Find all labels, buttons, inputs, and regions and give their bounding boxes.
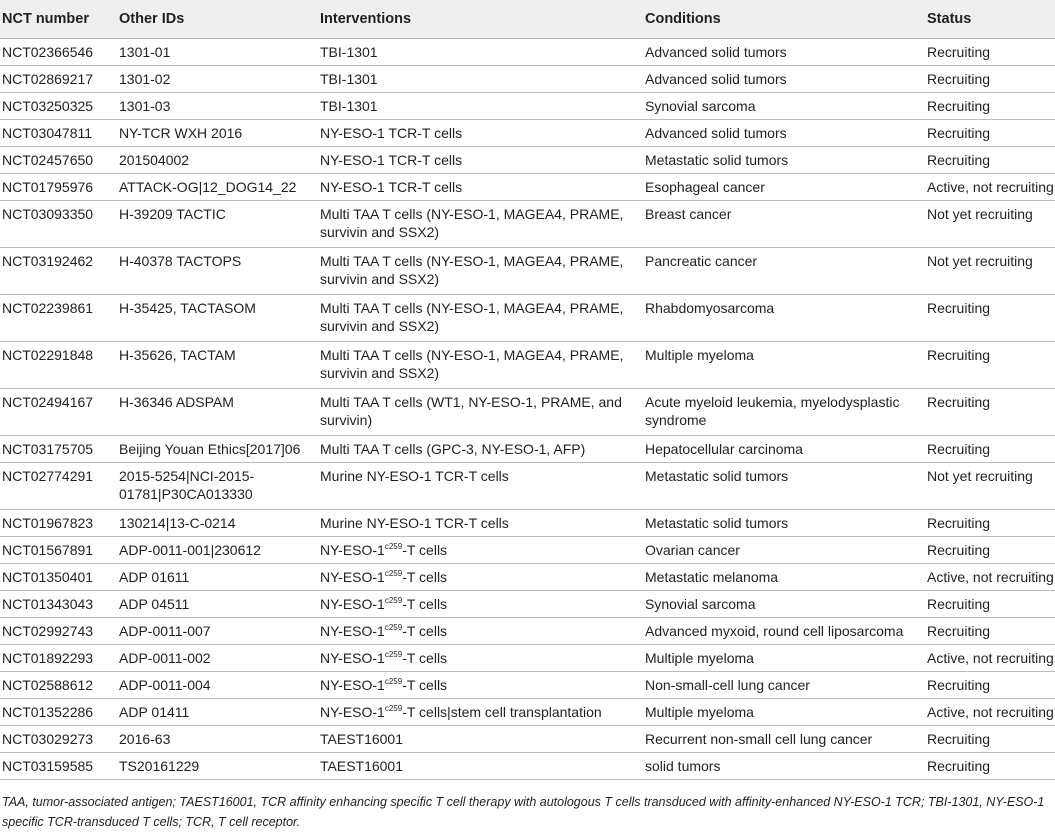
cell-interventions: Multi TAA T cells (NY-ESO-1, MAGEA4, PRAME, survivin and SSX2): [318, 248, 643, 295]
cell-interventions: TBI-1301: [318, 39, 643, 66]
intervention-name: NY-ESO-1: [320, 542, 385, 558]
intervention-suffix: -T cells: [402, 542, 448, 558]
intervention-name: NY-ESO-1: [320, 569, 385, 585]
cell-status: Recruiting: [925, 342, 1055, 389]
cell-other-ids: 130214|13-C-0214: [117, 510, 318, 537]
intervention-superscript: c259: [384, 596, 403, 605]
cell-nct-number: NCT01795976: [0, 174, 117, 201]
cell-status: Recruiting: [925, 726, 1055, 753]
cell-status: Not yet recruiting: [925, 463, 1055, 510]
cell-status: Recruiting: [925, 295, 1055, 342]
cell-nct-number: NCT03093350: [0, 201, 117, 248]
table-row: [0, 510, 1055, 537]
cell-interventions: TBI-1301: [318, 66, 643, 93]
cell-interventions: [318, 645, 643, 672]
intervention-superscript: c259: [384, 704, 403, 713]
cell-interventions: Multi TAA T cells (GPC-3, NY-ESO-1, AFP): [318, 436, 643, 463]
table-row: [0, 39, 1055, 66]
intervention-suffix: -T cells: [402, 677, 448, 693]
table-row: [0, 174, 1055, 201]
cell-other-ids: Beijing Youan Ethics[2017]06: [117, 436, 318, 463]
intervention-name: NY-ESO-1: [320, 623, 385, 639]
cell-status: Recruiting: [925, 510, 1055, 537]
table-row: [0, 618, 1055, 645]
cell-nct-number: NCT03047811: [0, 120, 117, 147]
cell-nct-number: NCT02494167: [0, 389, 117, 436]
cell-conditions: Metastatic solid tumors: [643, 510, 925, 537]
intervention-superscript: c259: [384, 677, 403, 686]
cell-nct-number: NCT02366546: [0, 39, 117, 66]
table-row: [0, 436, 1055, 463]
cell-other-ids: ADP 01611: [117, 564, 318, 591]
cell-status: Recruiting: [925, 66, 1055, 93]
cell-nct-number: NCT01967823: [0, 510, 117, 537]
cell-nct-number: NCT03192462: [0, 248, 117, 295]
cell-other-ids: ADP-0011-001|230612: [117, 537, 318, 564]
table-row: [0, 295, 1055, 342]
cell-status: Active, not recruiting: [925, 699, 1055, 726]
table-row: [0, 753, 1055, 780]
cell-nct-number: NCT03175705: [0, 436, 117, 463]
cell-status: Recruiting: [925, 147, 1055, 174]
cell-interventions: [318, 699, 643, 726]
intervention-name: NY-ESO-1: [320, 650, 385, 666]
cell-other-ids: NY-TCR WXH 2016: [117, 120, 318, 147]
intervention-superscript: c259: [384, 623, 403, 632]
cell-status: Recruiting: [925, 672, 1055, 699]
cell-status: Recruiting: [925, 39, 1055, 66]
cell-interventions: TAEST16001: [318, 726, 643, 753]
intervention-name: NY-ESO-1: [320, 677, 385, 693]
cell-nct-number: NCT02457650: [0, 147, 117, 174]
header-interventions: Interventions: [318, 0, 643, 39]
header-conditions: Conditions: [643, 0, 925, 39]
cell-interventions: [318, 672, 643, 699]
cell-status: Recruiting: [925, 93, 1055, 120]
cell-conditions: Advanced solid tumors: [643, 120, 925, 147]
cell-nct-number: NCT01352286: [0, 699, 117, 726]
cell-other-ids: 1301-03: [117, 93, 318, 120]
header-nct-number: NCT number: [0, 0, 117, 39]
intervention-superscript: c259: [384, 569, 403, 578]
cell-conditions: Recurrent non-small cell lung cancer: [643, 726, 925, 753]
intervention-suffix: -T cells|stem cell transplantation: [402, 704, 602, 720]
cell-conditions: Multiple myeloma: [643, 699, 925, 726]
cell-conditions: Ovarian cancer: [643, 537, 925, 564]
cell-conditions: solid tumors: [643, 753, 925, 780]
cell-other-ids: H-39209 TACTIC: [117, 201, 318, 248]
cell-nct-number: NCT03029273: [0, 726, 117, 753]
cell-nct-number: NCT01350401: [0, 564, 117, 591]
cell-nct-number: NCT03159585: [0, 753, 117, 780]
cell-status: Not yet recruiting: [925, 248, 1055, 295]
cell-conditions: Multiple myeloma: [643, 342, 925, 389]
cell-conditions: Hepatocellular carcinoma: [643, 436, 925, 463]
cell-nct-number: NCT03250325: [0, 93, 117, 120]
cell-other-ids: 1301-01: [117, 39, 318, 66]
header-status: Status: [925, 0, 1055, 39]
table-row: [0, 672, 1055, 699]
table-row: [0, 147, 1055, 174]
intervention-name: NY-ESO-1: [320, 704, 385, 720]
intervention-suffix: -T cells: [402, 569, 448, 585]
cell-status: Recruiting: [925, 389, 1055, 436]
cell-other-ids: ADP-0011-002: [117, 645, 318, 672]
cell-interventions: Multi TAA T cells (WT1, NY-ESO-1, PRAME, and survivin): [318, 389, 643, 436]
table-row: [0, 699, 1055, 726]
cell-nct-number: NCT02291848: [0, 342, 117, 389]
intervention-suffix: -T cells: [402, 596, 448, 612]
table-row: [0, 591, 1055, 618]
cell-status: Recruiting: [925, 436, 1055, 463]
cell-other-ids: 201504002: [117, 147, 318, 174]
cell-other-ids: 2016-63: [117, 726, 318, 753]
cell-conditions: Multiple myeloma: [643, 645, 925, 672]
cell-nct-number: NCT02239861: [0, 295, 117, 342]
cell-interventions: [318, 618, 643, 645]
table-row: [0, 66, 1055, 93]
cell-conditions: Esophageal cancer: [643, 174, 925, 201]
cell-interventions: Murine NY-ESO-1 TCR-T cells: [318, 510, 643, 537]
cell-interventions: TBI-1301: [318, 93, 643, 120]
cell-other-ids: ADP 01411: [117, 699, 318, 726]
cell-other-ids: H-36346 ADSPAM: [117, 389, 318, 436]
cell-conditions: Synovial sarcoma: [643, 591, 925, 618]
table-row: [0, 248, 1055, 295]
table-row: [0, 342, 1055, 389]
table-row: [0, 120, 1055, 147]
table-row: [0, 564, 1055, 591]
cell-nct-number: NCT02588612: [0, 672, 117, 699]
intervention-suffix: -T cells: [402, 623, 448, 639]
cell-status: Recruiting: [925, 537, 1055, 564]
cell-interventions: NY-ESO-1 TCR-T cells: [318, 147, 643, 174]
cell-nct-number: NCT02774291: [0, 463, 117, 510]
cell-conditions: Non-small-cell lung cancer: [643, 672, 925, 699]
intervention-superscript: c259: [384, 542, 403, 551]
table-row: [0, 645, 1055, 672]
cell-conditions: Advanced solid tumors: [643, 66, 925, 93]
table-row: [0, 201, 1055, 248]
cell-status: Not yet recruiting: [925, 201, 1055, 248]
cell-interventions: Murine NY-ESO-1 TCR-T cells: [318, 463, 643, 510]
cell-status: Recruiting: [925, 753, 1055, 780]
cell-other-ids: H-35425, TACTASOM: [117, 295, 318, 342]
table-row: [0, 463, 1055, 510]
cell-status: Recruiting: [925, 120, 1055, 147]
cell-other-ids: 1301-02: [117, 66, 318, 93]
cell-interventions: [318, 591, 643, 618]
intervention-name: NY-ESO-1: [320, 596, 385, 612]
cell-nct-number: NCT02992743: [0, 618, 117, 645]
cell-status: Active, not recruiting: [925, 174, 1055, 201]
cell-interventions: [318, 564, 643, 591]
cell-other-ids: ADP 04511: [117, 591, 318, 618]
cell-status: Recruiting: [925, 591, 1055, 618]
cell-conditions: Synovial sarcoma: [643, 93, 925, 120]
cell-interventions: Multi TAA T cells (NY-ESO-1, MAGEA4, PRAME, survivin and SSX2): [318, 342, 643, 389]
cell-other-ids: ADP-0011-007: [117, 618, 318, 645]
cell-conditions: Metastatic melanoma: [643, 564, 925, 591]
cell-other-ids: ATTACK-OG|12_DOG14_22: [117, 174, 318, 201]
cell-nct-number: NCT01567891: [0, 537, 117, 564]
cell-conditions: Metastatic solid tumors: [643, 463, 925, 510]
cell-other-ids: H-35626, TACTAM: [117, 342, 318, 389]
cell-conditions: Rhabdomyosarcoma: [643, 295, 925, 342]
cell-interventions: Multi TAA T cells (NY-ESO-1, MAGEA4, PRAME, survivin and SSX2): [318, 295, 643, 342]
cell-other-ids: TS20161229: [117, 753, 318, 780]
cell-nct-number: NCT02869217: [0, 66, 117, 93]
cell-other-ids: H-40378 TACTOPS: [117, 248, 318, 295]
cell-status: Recruiting: [925, 618, 1055, 645]
cell-status: Active, not recruiting: [925, 645, 1055, 672]
cell-interventions: NY-ESO-1 TCR-T cells: [318, 120, 643, 147]
table-row: [0, 389, 1055, 436]
table-header-row: [0, 0, 1055, 39]
cell-nct-number: NCT01892293: [0, 645, 117, 672]
cell-conditions: Metastatic solid tumors: [643, 147, 925, 174]
cell-interventions: TAEST16001: [318, 753, 643, 780]
intervention-superscript: c259: [384, 650, 403, 659]
table-body: [0, 39, 1055, 780]
cell-interventions: [318, 537, 643, 564]
cell-conditions: Advanced solid tumors: [643, 39, 925, 66]
header-other-ids: Other IDs: [117, 0, 318, 39]
cell-conditions: Breast cancer: [643, 201, 925, 248]
cell-interventions: Multi TAA T cells (NY-ESO-1, MAGEA4, PRAME, survivin and SSX2): [318, 201, 643, 248]
cell-conditions: Pancreatic cancer: [643, 248, 925, 295]
intervention-suffix: -T cells: [402, 650, 448, 666]
cell-nct-number: NCT01343043: [0, 591, 117, 618]
cell-interventions: NY-ESO-1 TCR-T cells: [318, 174, 643, 201]
cell-other-ids: 2015-5254|NCI-2015-01781|P30CA013330: [117, 463, 318, 510]
table-row: [0, 93, 1055, 120]
table-row: [0, 537, 1055, 564]
cell-other-ids: ADP-0011-004: [117, 672, 318, 699]
table-footnote: TAA, tumor-associated antigen; TAEST16001, TCR affinity enhancing specific T cell therapy with autologous T cells transduced with affinity-enhanced NY-ESO-1 TCR; TBI-1301, NY-ESO-1 specific TCR-transduced T cells; TCR, T cell receptor.: [2, 795, 1045, 829]
table-row: [0, 726, 1055, 753]
cell-conditions: Advanced myxoid, round cell liposarcoma: [643, 618, 925, 645]
cell-conditions: Acute myeloid leukemia, myelodysplastic syndrome: [643, 389, 925, 436]
cell-status: Active, not recruiting: [925, 564, 1055, 591]
